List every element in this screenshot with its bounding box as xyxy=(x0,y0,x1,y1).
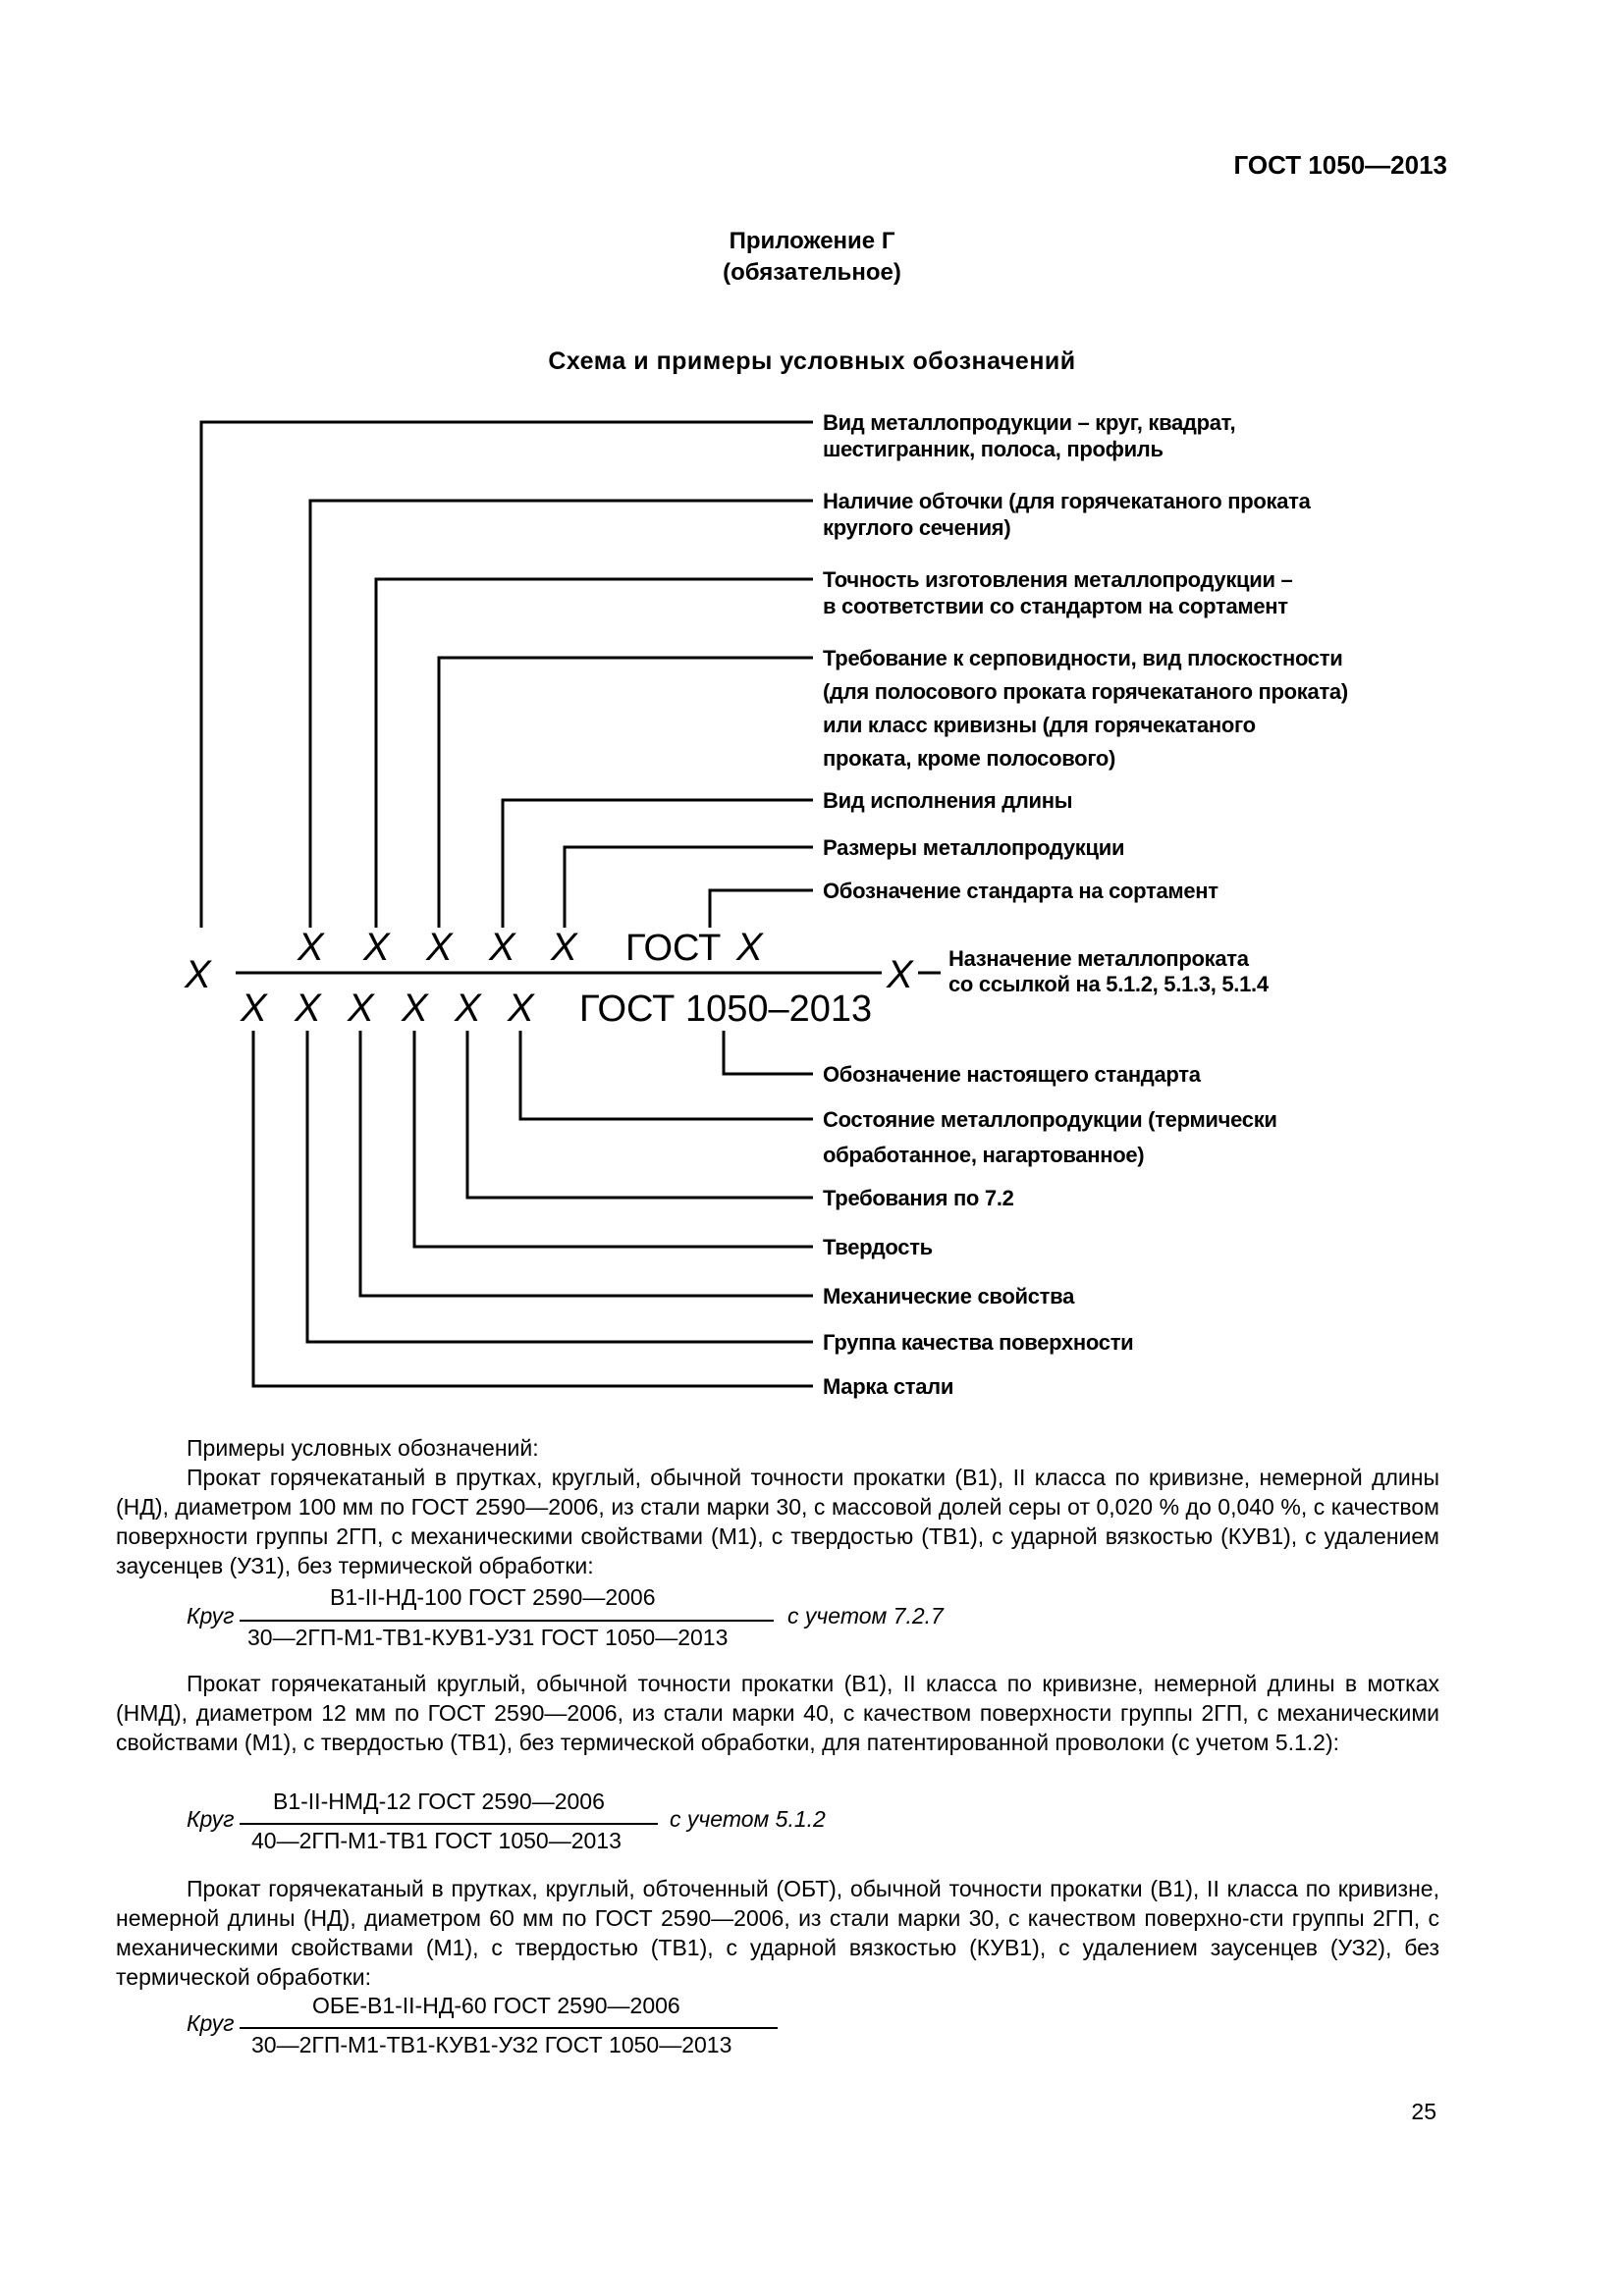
bottom-x-4: X xyxy=(402,987,428,1030)
label-condition-2: обработанное, нагартованное) xyxy=(823,1143,1145,1167)
connector-product-type xyxy=(201,422,813,928)
example-2-text: Прокат горячекатаный круглый, обычной точности прокатки (В1), II класса по кривизне, немерной длины в мотках (НМД), диаметром 12 мм по ГОСТ 2590—2006, из стали марки 40, с качеством поверхности группы 2ГП, с механическими свойствами (М1), с твердостью (ТВ1), без термической обработки, для патентированной проволоки (с учетом 5.1.2): xyxy=(116,1671,1439,1755)
example-1-text: Прокат горячекатаный в прутках, круглый, обычной точности прокатки (В1), II класса по кривизне, немерной длины (НД), диаметром 100 мм по ГОСТ 2590—2006, из стали марки 30, с массовой долей серы от 0,020 % до 0,040 %, с качеством поверхности группы 2ГП, с механическими свойствами (М1), с твердостью (ТВ1), с ударной вязкостью (КУВ1), с удалением заусенцев (УЗ1), без термической обработки: xyxy=(116,1465,1439,1578)
top-x-5: X xyxy=(551,926,577,969)
label-camber-1: Требование к серповидности, вид плоскостности xyxy=(823,646,1343,670)
connector-hardness xyxy=(414,1031,813,1247)
label-this-standard: Обозначение настоящего стандарта xyxy=(823,1062,1201,1087)
top-x-3: X xyxy=(426,926,453,969)
example-1-suffix: с учетом 7.2.7 xyxy=(787,1603,944,1629)
section-title: Схема и примеры условных обозначений xyxy=(548,347,1076,375)
connector-this-standard xyxy=(724,1031,813,1074)
label-camber-3: или класс кривизны (для горячекатаного xyxy=(823,713,1256,737)
connector-mechanical xyxy=(360,1031,813,1296)
examples-heading: Примеры условных обозначений: xyxy=(187,1435,539,1461)
label-surface-group: Группа качества поверхности xyxy=(823,1330,1134,1355)
label-camber-2: (для полосового проката горячекатаного проката) xyxy=(823,679,1348,704)
appendix-status: (обязательное) xyxy=(723,259,901,286)
example-3-text: Прокат горячекатаный в прутках, круглый, обточенный (ОБТ), обычной точности прокатки (В1), II класса по кривизне, немерной длины (НД), диаметром 60 мм по ГОСТ 2590—2006, из стали марки 30, с качеством поверхно-сти группы 2ГП, с механическими свойствами (М1), с твердостью (ТВ1), с ударной вязкостью (КУВ1), с удалением заусенцев (УЗ2), без термической обработки: xyxy=(116,1876,1439,1990)
label-length: Вид исполнения длины xyxy=(823,788,1073,813)
label-turning-1: Наличие обточки (для горячекатаного проката xyxy=(823,489,1311,513)
label-dimensions: Размеры металлопродукции xyxy=(823,835,1125,860)
label-turning-2: круглого сечения) xyxy=(823,515,1011,540)
example-3-denominator: 30—2ГП-М1-ТВ1-КУВ1-УЗ2 ГОСТ 1050—2013 xyxy=(251,2032,732,2057)
top-gost-label: ГОСТ xyxy=(625,928,722,969)
example-3-label: Круг xyxy=(187,2010,235,2036)
label-product-type-1: Вид металлопродукции – круг, квадрат, xyxy=(823,410,1236,435)
label-condition-1: Состояние металлопродукции (термически xyxy=(823,1107,1277,1132)
bottom-gost-label: ГОСТ 1050–2013 xyxy=(579,988,873,1030)
bottom-x-6: X xyxy=(508,987,534,1030)
example-2-denominator: 40—2ГП-М1-ТВ1 ГОСТ 1050—2013 xyxy=(251,1828,622,1853)
bottom-x-1: X xyxy=(241,987,267,1030)
connector-length xyxy=(503,800,813,928)
bottom-x-row xyxy=(240,987,872,1030)
top-gost-x: X xyxy=(736,926,763,969)
bottom-x-2: X xyxy=(295,987,321,1030)
example-2-label: Круг xyxy=(187,1806,235,1832)
example-1-numerator: В1-II-НД-100 ГОСТ 2590—2006 xyxy=(330,1584,656,1610)
example-2-fraction-line xyxy=(240,1823,658,1825)
example-1-fraction-line xyxy=(240,1620,774,1622)
bottom-x-5: X xyxy=(455,987,481,1030)
label-assortment-standard: Обозначение стандарта на сортамент xyxy=(823,879,1218,903)
connector-dimensions xyxy=(565,847,813,928)
label-steel-grade: Марка стали xyxy=(823,1374,954,1399)
appendix-title: Приложение Г xyxy=(729,228,895,254)
bottom-labels xyxy=(823,1062,1277,1399)
top-x-4: X xyxy=(489,926,515,969)
label-product-type-2: шестигранник, полоса, профиль xyxy=(823,437,1164,461)
top-x-2: X xyxy=(363,926,390,969)
connector-camber xyxy=(439,658,813,928)
example-3-fraction-line xyxy=(240,2027,778,2029)
label-camber-4: проката, кроме полосового) xyxy=(823,746,1116,771)
purpose-label-line-1: Назначение металлопроката xyxy=(948,946,1249,971)
example-1-denominator: 30—2ГП-М1-ТВ1-КУВ1-УЗ1 ГОСТ 1050—2013 xyxy=(247,1625,729,1650)
example-1-label: Круг xyxy=(187,1603,235,1629)
connector-precision xyxy=(376,579,813,928)
connector-turning xyxy=(310,501,813,928)
right-x: X xyxy=(887,953,913,996)
bottom-x-3: X xyxy=(348,987,374,1030)
left-x: X xyxy=(185,953,211,996)
document-id: ГОСТ 1050—2013 xyxy=(1233,150,1447,180)
top-labels xyxy=(823,410,1348,903)
example-3-numerator: ОБЕ-В1-II-НД-60 ГОСТ 2590—2006 xyxy=(312,1993,680,2018)
top-x-1: X xyxy=(298,926,324,969)
connector-steel-grade xyxy=(253,1031,813,1386)
example-2-numerator: В1-II-НМД-12 ГОСТ 2590—2006 xyxy=(273,1789,605,1814)
example-2-suffix: с учетом 5.1.2 xyxy=(670,1806,826,1832)
page-number: 25 xyxy=(1411,2099,1436,2124)
purpose-label-line-2: со ссылкой на 5.1.2, 5.1.3, 5.1.4 xyxy=(948,972,1269,996)
label-mechanical: Механические свойства xyxy=(823,1284,1075,1308)
top-x-row xyxy=(297,926,764,969)
label-hardness: Твердость xyxy=(823,1235,933,1259)
connector-assortment-standard xyxy=(710,890,813,928)
label-precision-2: в соответствии со стандартом на сортамент xyxy=(823,594,1288,618)
label-req-7-2: Требования по 7.2 xyxy=(823,1186,1014,1210)
label-precision-1: Точность изготовления металлопродукции – xyxy=(823,567,1293,592)
